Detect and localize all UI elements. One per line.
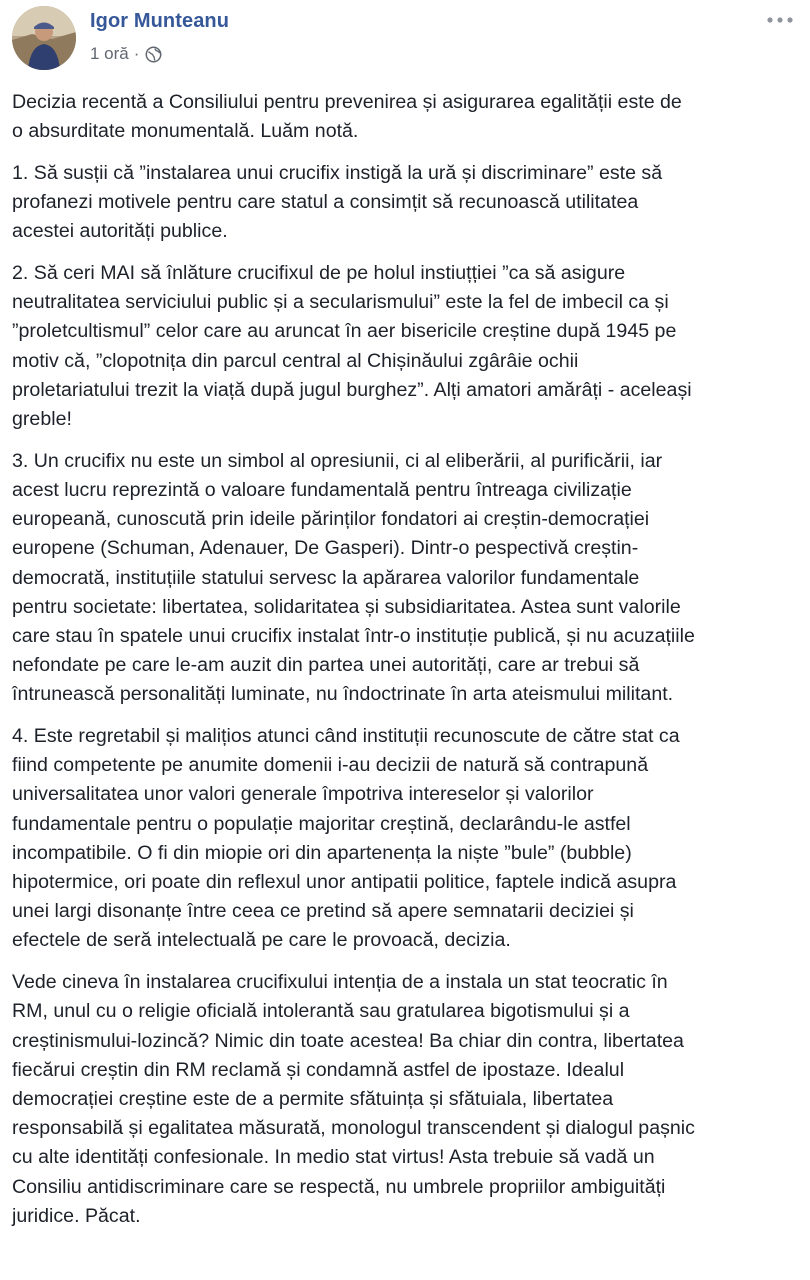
more-options-button[interactable] (762, 10, 798, 30)
post-paragraph: 3. Un crucifix nu este un simbol al opresiunii, ci al eliberării, al purificării, iar acest lucru reprezintă o valoare fundamentală pentru întreaga civilizație europeană, cunoscută prin ideile părinților fondatori ai creștin-democrației europene (Schuman, Adenauer, De Gasperi). Dintr-o pespectivă creștin- democrată, instituțiile statului servesc la apărarea valorilor fundamentale pentru societate: libertatea, solidaritatea și subsidiaritatea. Astea sunt valorile care stau în spatele unui crucifix instalat într-o instituție publică, și nu acuzațiile nefondate pe care le-am auzit din partea unei autorități, care ar trebui să întrunească personalități luminate, nu îndoctrinate în arta ateismului militant. (12, 449, 695, 706)
post-paragraph: 4. Este regretabil și malițios atunci când instituții recunoscute de către stat ca fiind competente pe anumite domenii i-au decizii de natură să contrapună universalitatea unor valori generale împotriva intereselor și valorilor fundamentale pentru o populație majoritar creștină, declarându-le astfel incompatibile. O fi din miopie ori din apartenența la niște ”bule” (bubble) hipotermice, ori poate din reflexul unor antipatii politice, faptele indică asupra unei largi disonanțe între ceea ce pretind să apere semnatarii deciziei și efectele de seră intelectuală pe care le provoacă, decizia. (12, 725, 680, 952)
avatar-image (12, 6, 76, 70)
post-paragraph: 2. Să ceri MAI să înlăture crucifixul de pe holul instiuțției ”ca să asigure neutralitatea serviciului public și a secularismului” este la fel de imbecil ca și ”proletcultismul” celor care au aruncat în aer bisericile creștine după 1945 pe motiv că, ”clopotnița din parcul central al Chișinăului zgârâie ochii proletariatului trezit la viață după jugul burghez”. Alți amatori amărâți - aceleași greble! (12, 262, 692, 431)
avatar[interactable] (12, 6, 76, 70)
post-paragraph: Vede cineva în instalarea crucifixului intenția de a instala un stat teocratic în RM, unul cu o religie oficială intolerantă sau gratularea bigotismului și a creștinismului-lozincă? Nimic din toate acestea! Ba chiar din contra, libertatea fiecărui creștin din RM reclamă și condamnă astfel de ipostaze. Idealul democrației creștine este de a permite sfătuința și sfătuiala, libertatea responsabilă și egalitatea măsurată, monologul transcendent și dialogul pașnic cu alte identități confesionale. In medio stat virtus! Asta trebuie să vadă un Consiliu antidiscriminare care se respectă, nu umbrele propriilor ambiguități juridice. Păcat. (12, 971, 695, 1227)
globe-icon[interactable] (145, 46, 162, 63)
post-timestamp[interactable]: 1 oră (90, 44, 129, 63)
meta-separator: · (133, 44, 140, 63)
post-text (12, 88, 798, 1244)
author-name[interactable]: Igor Munteanu (90, 10, 230, 32)
post-meta (90, 44, 162, 64)
post-paragraph: Decizia recentă a Consiliului pentru prevenirea și asigurarea egalității este de o absurditate monumentală. Luăm notă. (12, 91, 682, 143)
post-paragraph: 1. Să susții că ”instalarea unui crucifix instigă la ură și discriminare” este să profanezi motivele pentru care statul a consimțit să recunoască utilitatea acestei autorități publice. (12, 161, 663, 243)
post-header (0, 0, 810, 80)
more-horizontal-icon (766, 16, 794, 24)
